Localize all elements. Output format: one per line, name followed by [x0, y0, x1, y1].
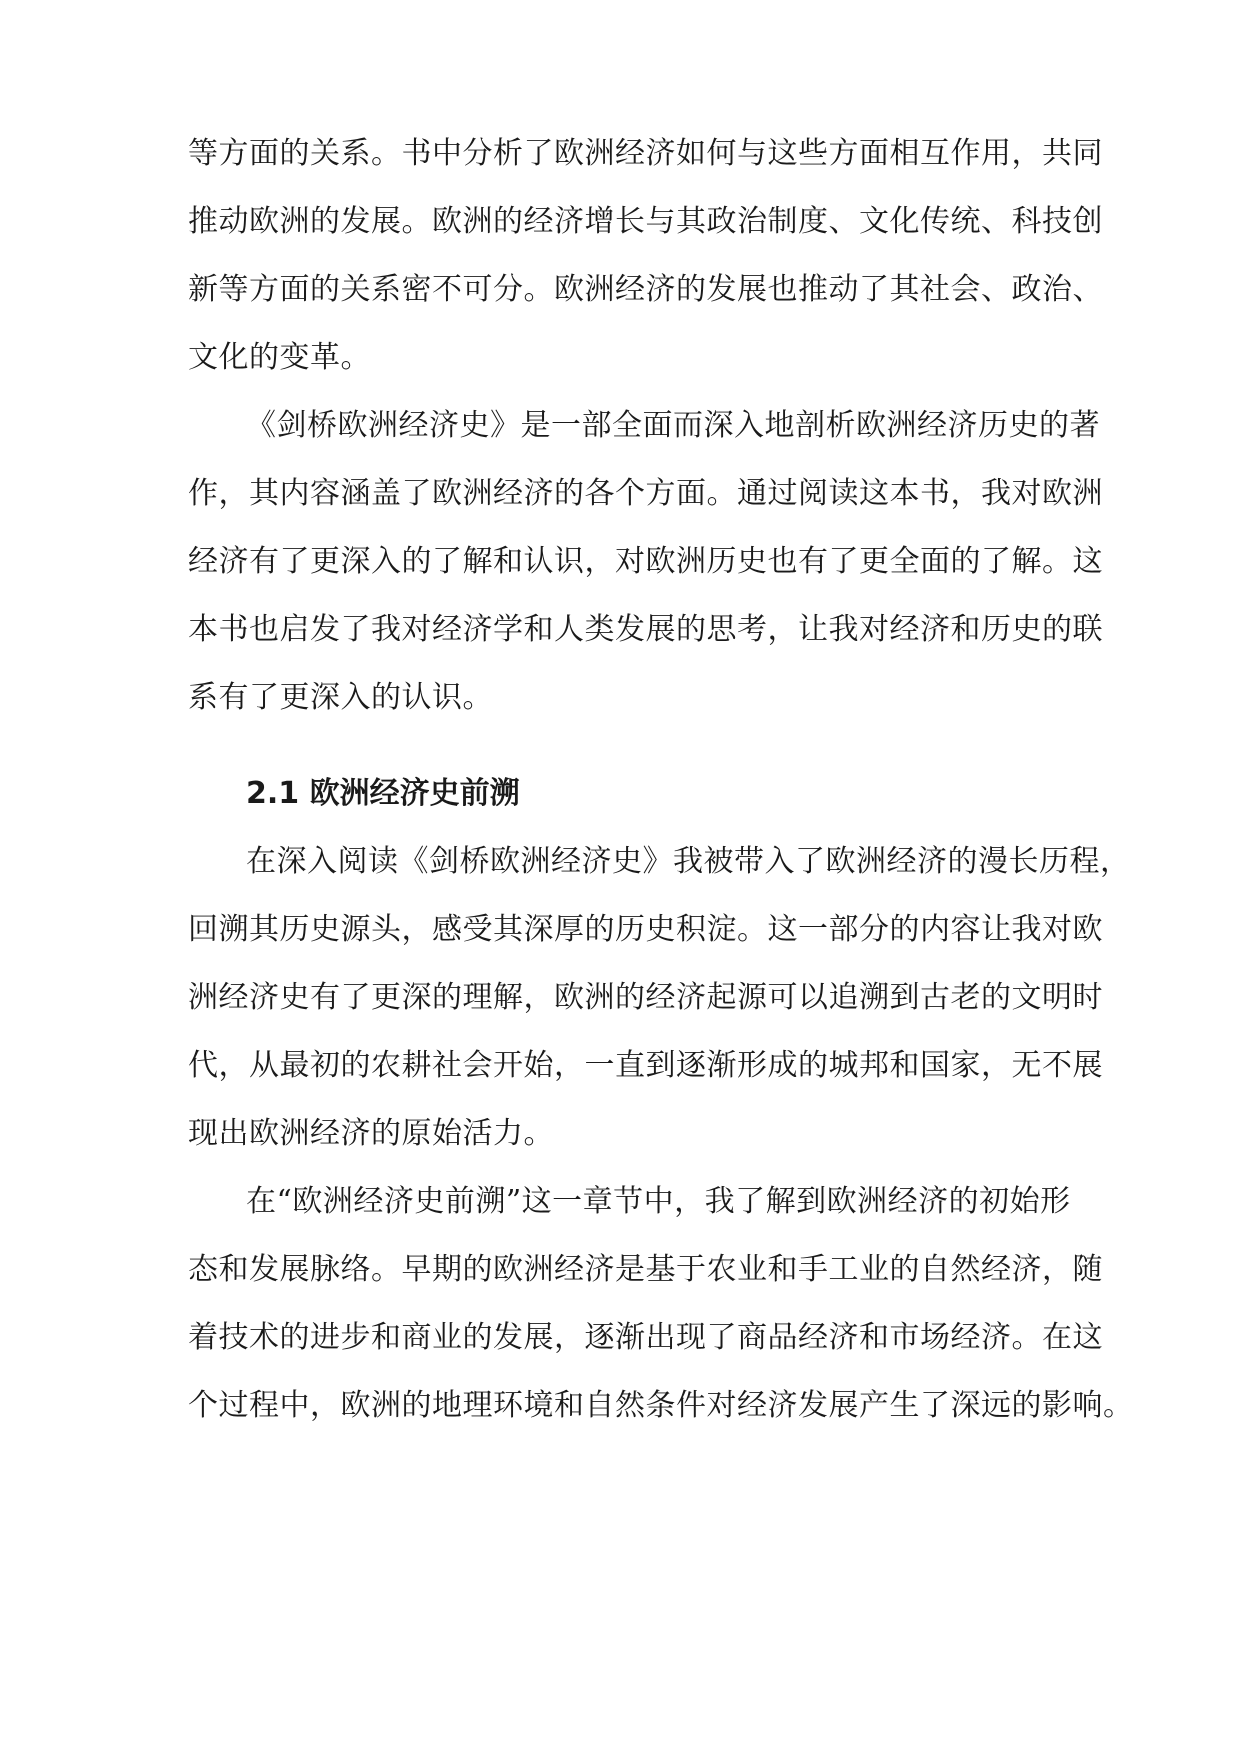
- section-paragraph-1-line-5: 现出欧洲经济的原始活力。: [188, 1116, 554, 1151]
- paragraph-1-line-1: 等方面的关系。书中分析了欧洲经济如何与这些方面相互作用，共同: [188, 136, 1103, 171]
- paragraph-2-line-5: 系有了更深入的认识。: [188, 680, 493, 715]
- section-paragraph-2-line-2: 态和发展脉络。早期的欧洲经济是基于农业和手工业的自然经济，随: [188, 1252, 1103, 1287]
- paragraph-2-line-2: 作，其内容涵盖了欧洲经济的各个方面。通过阅读这本书，我对欧洲: [188, 476, 1103, 511]
- paragraph-2-line-1: 《剑桥欧洲经济史》是一部全面而深入地剖析欧洲经济历史的著: [246, 408, 1100, 443]
- section-paragraph-1-line-4: 代，从最初的农耕社会开始，一直到逐渐形成的城邦和国家，无不展: [188, 1048, 1103, 1083]
- section-paragraph-2-line-1: 在“欧洲经济史前溯”这一章节中，我了解到欧洲经济的初始形: [246, 1184, 1071, 1219]
- section-paragraph-1-line-1: 在深入阅读《剑桥欧洲经济史》我被带入了欧洲经济的漫长历程，: [246, 844, 1131, 879]
- section-paragraph-2-line-4: 个过程中，欧洲的地理环境和自然条件对经济发展产生了深远的影响。: [188, 1388, 1134, 1423]
- paragraph-2-line-3: 经济有了更深入的了解和认识，对欧洲历史也有了更全面的了解。这: [188, 544, 1103, 579]
- paragraph-1-line-3: 新等方面的关系密不可分。欧洲经济的发展也推动了其社会、政治、: [188, 272, 1103, 307]
- section-paragraph-1-line-2: 回溯其历史源头，感受其深厚的历史积淀。这一部分的内容让我对欧: [188, 912, 1103, 947]
- paragraph-1-line-2: 推动欧洲的发展。欧洲的经济增长与其政治制度、文化传统、科技创: [188, 204, 1103, 239]
- section-paragraph-2-line-3: 着技术的进步和商业的发展，逐渐出现了商品经济和市场经济。在这: [188, 1320, 1103, 1355]
- section-heading: 2.1 欧洲经济史前溯: [246, 776, 520, 811]
- section-paragraph-1-line-3: 洲经济史有了更深的理解，欧洲的经济起源可以追溯到古老的文明时: [188, 980, 1103, 1015]
- paragraph-2-line-4: 本书也启发了我对经济学和人类发展的思考，让我对经济和历史的联: [188, 612, 1103, 647]
- paragraph-1-line-4: 文化的变革。: [188, 340, 371, 375]
